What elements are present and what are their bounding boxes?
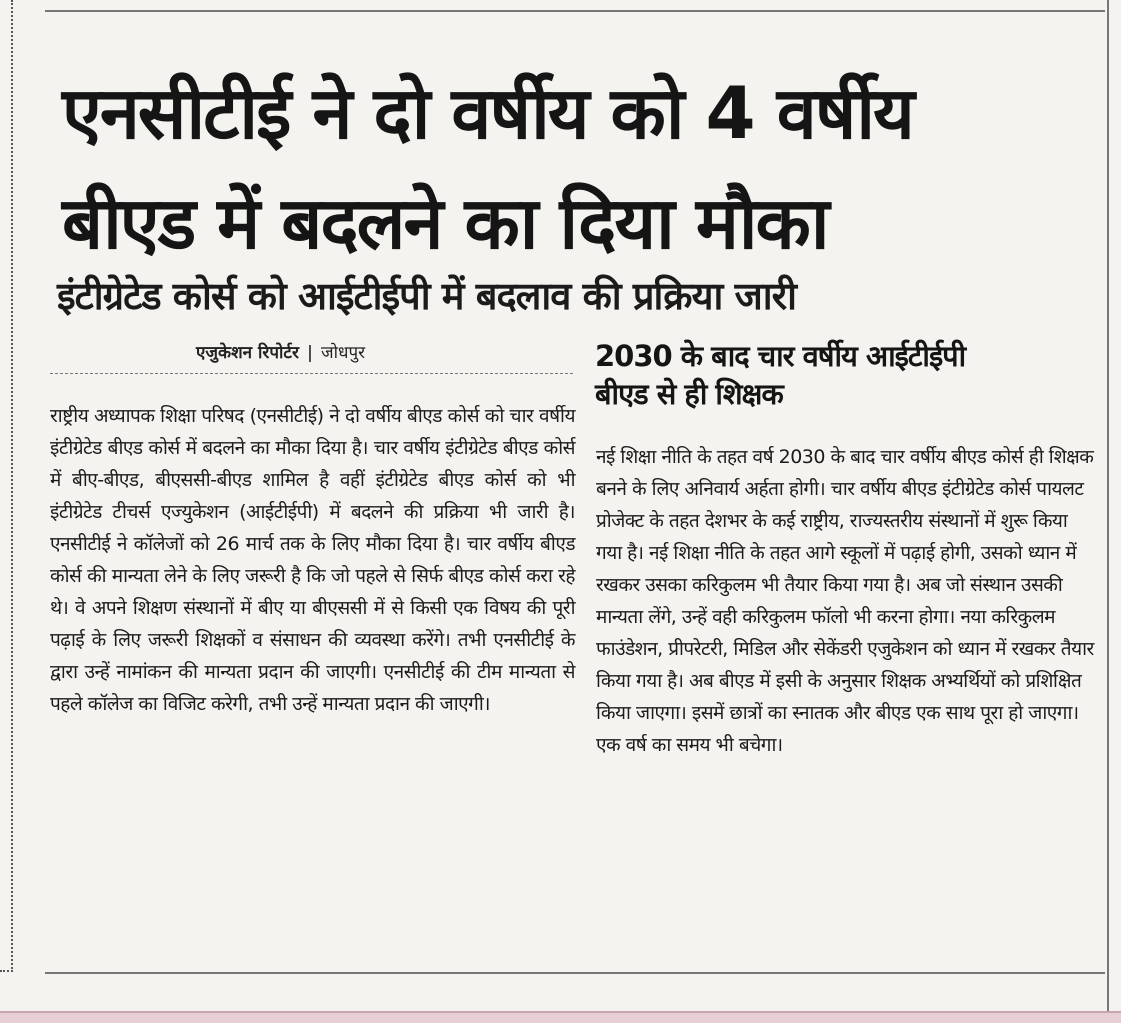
- main-headline: [62, 58, 1097, 278]
- left-column-body: राष्ट्रीय अध्यापक शिक्षा परिषद (एनसीटीई) ने दो वर्षीय बीएड कोर्स को चार वर्षीय इंटीग्रेटेड बीएड कोर्स में बदलने का मौका दिया है। चार वर्षीय इंटीग्रेटेड बीएड कोर्स में बीए-बीएड, बीएससी-बीएड शामिल है वहीं इंटीग्रेटेड बीएड कोर्स को भी इंटीग्रेटेड टीचर्स एज्युकेशन (आईटीईपी) में बदलने की प्रक्रिया भी जारी है। एनसीटीई ने कॉलेजों को 26 मार्च तक के लिए मौका दिया है। चार वर्षीय बीएड कोर्स की मान्यता लेने के लिए जरूरी है कि जो पहले से सिर्फ बीएड कोर्स करा रहे थे। वे अपने शिक्षण संस्थानों में बीए या बीएससी में से किसी एक विषय की पूरी पढ़ाई के लिए जरूरी शिक्षकों व संसाधन की व्यवस्था करेंगे। तभी एनसीटीई के द्वारा उन्हें नामांकन की मान्यता प्रदान की जाएगी। एनसीटीई की टीम मान्यता से पहले कॉलेज का विजिट करेगी, तभी उन्हें मान्यता प्रदान की जाएगी।: [50, 405, 575, 715]
- right-column-headline-line-2: बीएड से ही शिक्षक: [595, 377, 783, 411]
- right-column-body: नई शिक्षा नीति के तहत वर्ष 2030 के बाद चार वर्षीय बीएड कोर्स ही शिक्षक बनने के लिए अनिवार्य अर्हता होगी। चार वर्षीय बीएड इंटीग्रेटेड कोर्स पायलट प्रोजेक्ट के तहत देशभर के कई राष्ट्रीय, राज्यस्तरीय संस्थानों में शुरू किया गया है। नई शिक्षा नीति के तहत आगे स्कूलों में पढ़ाई होगी, उसको ध्यान में रखकर उसका करिकुलम भी तैयार किया गया है। अब जो संस्थान उसकी मान्यता लेंगे, उन्हें वही करिकुलम फॉलो भी करना होगा। नया करिकुलम फाउंडेशन, प्रीपरेटरी, मिडिल और सेकेंडरी एजुकेशन को ध्यान में रखकर तैयार किया गया है। अब बीएड में इसी के अनुसार शिक्षक अभ्यर्थियों को प्रशिक्षित किया जाएगा। इसमें छात्रों का स्नातक और बीएड एक साथ पूरा हो जाएगा। एक वर्ष का समय भी बचेगा।: [596, 446, 1094, 756]
- right-column-headline-line-1: 2030 के बाद चार वर्षीय आईटीईपी: [595, 339, 966, 373]
- byline: [196, 342, 365, 364]
- main-headline-line-1: एनसीटीई ने दो वर्षीय को 4 वर्षीय: [62, 71, 913, 155]
- bottom-dotted-cut-line: [0, 970, 13, 972]
- byline-separator: |: [306, 343, 314, 363]
- right-column-rule: [1107, 0, 1109, 1021]
- bottom-column-rule: [45, 972, 1105, 974]
- byline-reporter: एजुकेशन रिपोर्टर: [196, 343, 299, 363]
- top-column-rule: [45, 10, 1105, 12]
- right-column-headline: [595, 337, 1095, 413]
- subheadline: इंटीग्रेटेड कोर्स को आईटीईपी में बदलाव की प्रक्रिया जारी: [57, 274, 797, 318]
- byline-city: जोधपुर: [320, 343, 366, 363]
- left-dotted-cut-line: [11, 0, 13, 972]
- main-headline-line-2: बीएड में बदलने का दिया मौका: [62, 181, 828, 265]
- bottom-color-strip: [0, 1011, 1121, 1023]
- byline-dashed-rule: [50, 373, 573, 374]
